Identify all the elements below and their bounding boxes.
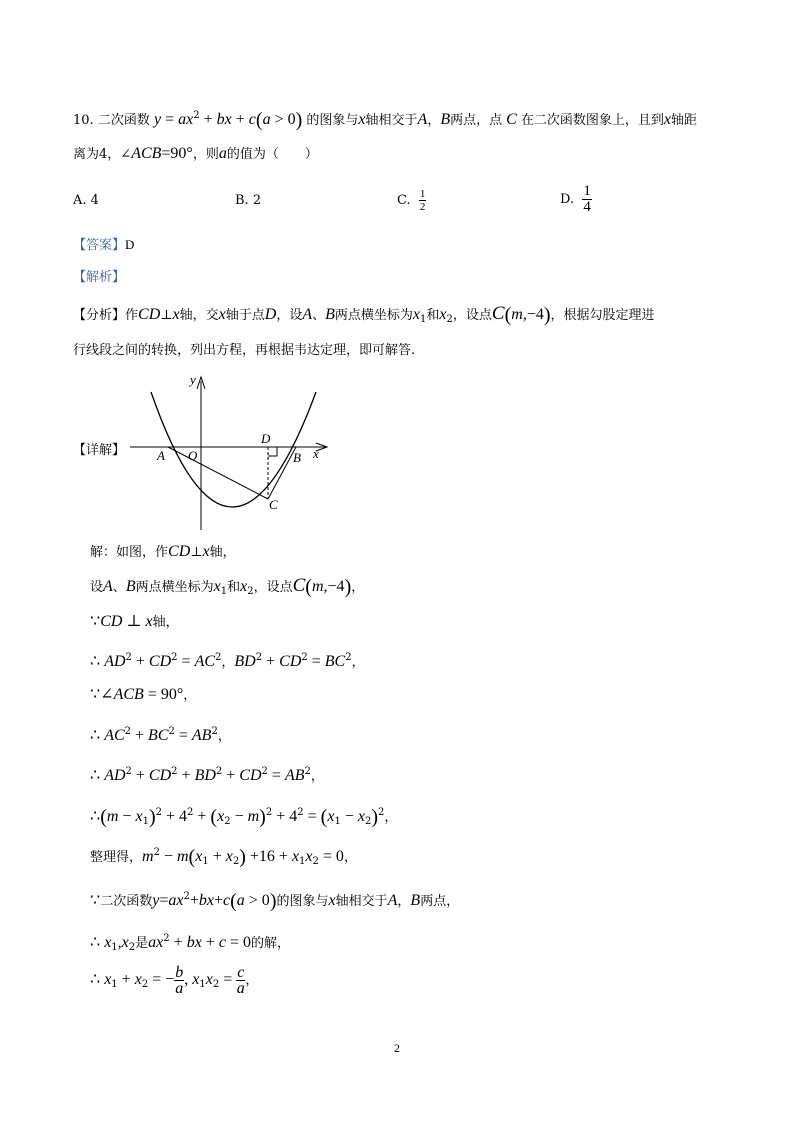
point-o-label: O [188,448,198,463]
segment-ac [168,447,268,499]
parabola-figure [126,367,346,537]
point-c-label: C [269,497,278,512]
detail-tag: 【详解】 [73,443,126,458]
formula: y [153,111,162,128]
option-d: D. $\frac{1}{4}$ [560,183,591,215]
x-axis-label: x [313,446,319,461]
point-d-label: D [261,431,271,446]
fraction-one-quarter: $\frac{1}{4}$ [583,183,591,215]
option-c: C. $\frac{1}{2}$ [397,188,426,213]
solution-line-10: ∵二次函数$y=ax^2+bx+c(a > 0)$的图象与x轴相交于A，B两点， [90,890,460,912]
option-b: B. 2 [235,193,262,208]
answer-line [73,235,134,256]
page-number: 2 [394,1041,400,1055]
fenxi-tag: 【分析】 [73,308,126,323]
fenxi-line-1: 【分析】作CD⊥x轴，交x轴于点D，设A、B两点横坐标为$x_1$和$x_2$，设点C(m,−4)，根据勾股定理进 [73,303,655,326]
solution-line-9: 整理得，$m^2 - m(x_1 + x_2) +16 + x_1x_2 = 0$， [90,846,357,868]
analysis-tag: 【解析】 [73,270,126,285]
solution-line-1: 解：如图，作CD⊥x轴， [90,543,236,560]
answer-value: D [125,237,135,252]
question-stem-text: 二次函数 [97,113,150,128]
segment-bc [268,447,296,499]
question-line-1: 10. 二次函数 $y = ax^2$ + bx + c(a > 0) 的图象与x轴相交于A，B两点，点 C 在二次函数图象上，且到x轴距 [73,109,697,131]
question-number: 10. [73,113,94,128]
point-b-label: B [293,450,301,465]
solution-line-12: ∴ $x_1 + x_2$ = − $\frac{b}{a}$ , $x_1x_2$ = $\frac{c}{a}$ ， [90,964,259,997]
fenxi-line-2: 行线段之间的转换，列出方程，再根据韦达定理，即可解答. [73,343,416,358]
right-angle-mark [268,447,277,456]
solution-line-11: ∴ $x_1,x_2$是$ax^2$ + bx + c = 0的解， [90,933,290,953]
fraction-one-half: $\frac{1}{2}$ [419,188,426,213]
point-a-label: A [157,448,165,463]
solution-line-8: ∴(m − $x_1)^2 + 4^2 + (x_2 - m)^2 + 4^2 = (x_1 - x_2)^2$， [90,806,398,828]
solution-line-5: ∵∠ACB = 90°， [90,686,197,703]
solution-line-7: ∴ $AD^2 + CD^2 + BD^2 + CD^2 = AB^2$， [90,766,324,784]
question-line-2: 离为4，∠ACB=90°，则a的值为（ ） [73,145,318,162]
solution-line-2: 设A、B两点横坐标为$x_1$和$x_2$，设点C(m,−4)， [90,575,365,598]
solution-line-6: ∴ $AC^2 + BC^2 = AB^2$， [90,726,231,744]
parabola-curve [151,392,316,507]
solution-line-4: ∴ $AD^2 + CD^2 = AC^2$，$BD^2 + CD^2 = BC^2$， [90,652,365,670]
option-a: A. 4 [73,193,99,208]
answer-tag: 【答案】 [73,238,126,253]
solution-line-3: ∵CD ⊥ x轴， [90,613,179,630]
y-axis-label: y [190,372,196,387]
